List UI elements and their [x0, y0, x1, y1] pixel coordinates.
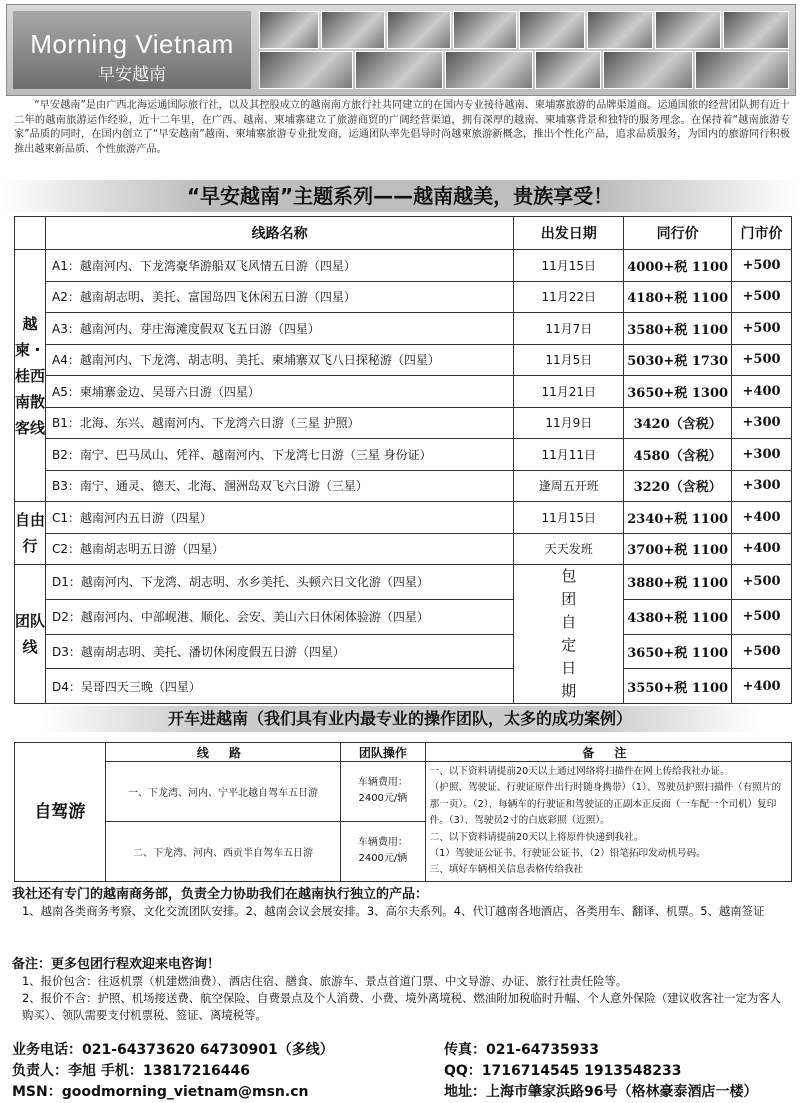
- photo-collage: [259, 11, 789, 89]
- trade-price: 3220（含税）: [624, 470, 732, 502]
- vehicle-fee: [341, 762, 426, 822]
- retail-price: +500: [732, 565, 792, 600]
- photo: [587, 11, 653, 49]
- table-row: [15, 376, 792, 408]
- remarks-heading: 备注：更多包团行程欢迎来电咨询！: [12, 957, 221, 972]
- table-row: [15, 313, 792, 345]
- retail-price: +500: [732, 599, 792, 634]
- route-name: C2：越南胡志明五日游（四星）: [46, 533, 514, 565]
- col-header-date: 出发日期: [514, 217, 624, 250]
- group-label: 团队线: [15, 565, 46, 704]
- route-name: B3：南宁、通灵、德天、北海、涠洲岛双飞六日游（三星）: [46, 470, 514, 502]
- table-row: [15, 565, 792, 600]
- remarks-section: [12, 956, 792, 1024]
- table-row: [15, 470, 792, 502]
- business-phone: 业务电话：021-64373620 64730901（多线）: [12, 1042, 334, 1058]
- route-name: B2：南宁、巴马凤山、凭祥、越南河内、下龙湾七日游（三星 身份证）: [46, 439, 514, 471]
- retail-price: +500: [732, 313, 792, 345]
- table-row: [15, 599, 792, 634]
- route-name: D1：越南河内、下龙湾、胡志明、水乡美托、头顿六日文化游（四星）: [46, 565, 514, 600]
- photo: [695, 51, 789, 89]
- address: 地址：上海市肇家浜路96号（格林豪泰酒店一楼）: [444, 1084, 758, 1100]
- header-banner: [6, 4, 796, 96]
- depart-date: 11月15日: [514, 502, 624, 534]
- table-row: [15, 502, 792, 534]
- fee-amount: 2400元/辆: [358, 793, 408, 805]
- table-row: [15, 407, 792, 439]
- col-header-route: 线路名称: [46, 217, 514, 250]
- route-name: A1：越南河内、下龙湾豪华游船双飞风情五日游（四星）: [46, 250, 514, 282]
- business-section: [12, 886, 792, 920]
- col-header-notes: 备 注: [425, 743, 791, 762]
- group-label: 自由行: [15, 502, 46, 565]
- depart-date: 逢周五开班: [514, 470, 624, 502]
- fee-label: 车辆费用：: [357, 837, 408, 849]
- trade-price: 3700+税 1100: [624, 533, 732, 565]
- trade-price: 3580+税 1100: [624, 313, 732, 345]
- trade-price: 4000+税 1100: [624, 250, 732, 282]
- trade-price: 2340+税 1100: [624, 502, 732, 534]
- note-line: 三、填好车辆相关信息表格传给我社: [429, 864, 584, 876]
- photo: [445, 51, 533, 89]
- trade-price: 4380+税 1100: [624, 599, 732, 634]
- main-title: “早安越南”主题系列——越南越美，贵族享受！: [0, 180, 800, 212]
- price-excluded: 2、报价不含：护照、机场接送费、航空保险、自费景点及个人消费、小费、境外离境税、燃油附加税临时升幅、个人意外保险（建议收客社一定为客人购买）、领队需要支付机票税、签证、离境税等。: [22, 991, 782, 1022]
- photo: [519, 11, 585, 49]
- note-line: 一、以下资料请提前20天以上通过网络将扫描件在网上传给我社办证。: [429, 766, 730, 777]
- trade-price: 5030+税 1730: [624, 344, 732, 376]
- trade-price: 4580（含税）: [624, 439, 732, 471]
- group-label: 越柬・桂西南散客线: [15, 250, 46, 502]
- retail-price: +300: [732, 439, 792, 471]
- trade-price: 3550+税 1100: [624, 669, 732, 704]
- retail-price: +400: [732, 669, 792, 704]
- fee-label: 车辆费用：: [357, 777, 408, 789]
- table-row: [15, 533, 792, 565]
- drive-notes: [425, 762, 791, 882]
- contact-right: [444, 1040, 757, 1103]
- retail-price: +500: [732, 634, 792, 669]
- depart-date: 天天发班: [514, 533, 624, 565]
- depart-date: 11月22日: [514, 281, 624, 313]
- table-row: [15, 250, 792, 282]
- fee-amount: 2400元/辆: [358, 853, 408, 865]
- logo-cn: 早安越南: [98, 65, 166, 85]
- route-name: C1：越南河内五日游（四星）: [46, 502, 514, 534]
- drive-route: 一、下龙湾、河内、宁平北越自驾车五日游: [105, 762, 340, 822]
- col-header-price: 同行价: [624, 217, 732, 250]
- photo: [655, 11, 721, 49]
- table-row: [15, 281, 792, 313]
- retail-price: +300: [732, 470, 792, 502]
- qq: QQ：1716714545 1913548233: [444, 1063, 682, 1079]
- route-name: A2：越南胡志明、美托、富国岛四飞休闲五日游（四星）: [46, 281, 514, 313]
- trade-price: 3650+税 1100: [624, 634, 732, 669]
- photo: [535, 51, 601, 89]
- retail-price: +400: [732, 502, 792, 534]
- route-name: A3：越南河内、芽庄海滩度假双飞五日游（四星）: [46, 313, 514, 345]
- logo: [13, 11, 251, 89]
- route-name: B1：北海、东兴、越南河内、下龙湾六日游（三星 护照）: [46, 407, 514, 439]
- note-line: （1）驾驶证公证书、行驶证公证书、（2）铅笔拓印发动机号码。: [429, 848, 706, 860]
- photo: [355, 51, 443, 89]
- retail-price: +500: [732, 281, 792, 313]
- col-header-operation: 团队操作: [341, 743, 426, 762]
- depart-date: 11月21日: [514, 376, 624, 408]
- drive-route: 二、下龙湾、河内、西贡半自驾车五日游: [105, 821, 340, 881]
- drive-title: 开车进越南（我们具有业内最专业的操作团队，太多的成功案例）: [0, 706, 800, 732]
- trade-price: 3420（含税）: [624, 407, 732, 439]
- self-drive-label: 自驾游: [15, 743, 106, 882]
- depart-date: 11月5日: [514, 344, 624, 376]
- photo: [259, 51, 353, 89]
- depart-date: 11月15日: [514, 250, 624, 282]
- route-table: [14, 216, 792, 704]
- retail-price: +500: [732, 250, 792, 282]
- photo: [259, 11, 319, 49]
- table-row: [15, 762, 792, 822]
- manager-contact: 负责人：李旭 手机：13817216446: [12, 1063, 251, 1079]
- trade-price: 3650+税 1300: [624, 376, 732, 408]
- contact-left: [12, 1040, 334, 1103]
- route-name: D3：越南胡志明、美托、潘切休闲度假五日游（四星）: [46, 634, 514, 669]
- price-included: 1、报价包含：往返机票（机建燃油费）、酒店住宿、膳食、旅游车、景点首道门票、中文导游、办证、旅行社责任险等。: [22, 974, 628, 988]
- table-header-row: [15, 217, 792, 250]
- table-row: [15, 439, 792, 471]
- depart-date: 11月7日: [514, 313, 624, 345]
- package-date-note: 包团自定日期: [514, 565, 624, 704]
- table-row: [15, 669, 792, 704]
- msn-contact: MSN：goodmorning_vietnam@msn.cn: [12, 1084, 309, 1100]
- trade-price: 4180+税 1100: [624, 281, 732, 313]
- depart-date: 11月11日: [514, 439, 624, 471]
- retail-price: +400: [732, 533, 792, 565]
- photo: [453, 11, 517, 49]
- route-name: A5：柬埔寨金边、吴哥六日游（四星）: [46, 376, 514, 408]
- business-text: 1、越南各类商务考察、文化交流团队安排。2、越南会议会展安排。3、高尔夫系列。4、代订越南各地酒店、各类用车、翻译、机票。5、越南签证: [22, 904, 765, 918]
- retail-price: +300: [732, 407, 792, 439]
- table-row: [15, 634, 792, 669]
- trade-price: 3880+税 1100: [624, 565, 732, 600]
- table-header-row: [15, 743, 792, 762]
- photo: [387, 11, 451, 49]
- route-name: D4：吴哥四天三晚（四星）: [46, 669, 514, 704]
- note-line: （护照、驾驶证、行驶证原件出行时随身携带）（1）、驾驶员护照扫描件（有照片的那一页）。（2）、每辆车的行驶证和驾驶证的正副本正反面（一车配一个司机）复印件。（3）、驾驶员2寸的白底彩照（近照）。: [429, 782, 782, 827]
- intro-paragraph: “早安越南”是由广西北海运通国际旅行社，以及其控股成立的越南南方旅行社共同建立的在国内专业接待越南、柬埔寨旅游的品牌渠道商。运通国旅的经营团队拥有近十二年的越南旅游运作经验，近十二年里，在广西、越南、柬埔寨建立了旅游商贸的广阔经营渠道，拥有深厚的越南、柬埔寨背景和独特的服务理念。在保持着“越南旅游专家”品质的同时，在国内创立了“早安越南”越南、柬埔寨旅游专业批发商，运通团队率先倡导时尚越柬旅游新概念，推出个性化产品，追求品质服务，为国内的旅游同行积极推出越柬新品质、个性旅游产品。: [14, 100, 790, 155]
- route-name: D2：越南河内、中部岘港、顺化、会安、美山六日休闲体验游（四星）: [46, 599, 514, 634]
- photo: [723, 11, 789, 49]
- photo: [603, 51, 693, 89]
- retail-price: +400: [732, 376, 792, 408]
- self-drive-table: [14, 742, 792, 882]
- business-heading: 我社还有专门的越南商务部，负责全力协助我们在越南执行独立的产品：: [12, 887, 429, 902]
- retail-price: +500: [732, 344, 792, 376]
- col-header-retail: 门市价: [732, 217, 792, 250]
- vehicle-fee: [341, 821, 426, 881]
- table-row: [15, 344, 792, 376]
- photo: [321, 11, 385, 49]
- depart-date: 11月9日: [514, 407, 624, 439]
- route-name: A4：越南河内、下龙湾、胡志明、美托、柬埔寨双飞八日探秘游（四星）: [46, 344, 514, 376]
- note-line: 二、以下资料请提前20天以上将原件快递到我社。: [429, 831, 644, 843]
- fax: 传真：021-64735933: [444, 1042, 599, 1058]
- logo-en: Morning Vietnam: [30, 29, 234, 59]
- col-header-route: 线 路: [105, 743, 340, 762]
